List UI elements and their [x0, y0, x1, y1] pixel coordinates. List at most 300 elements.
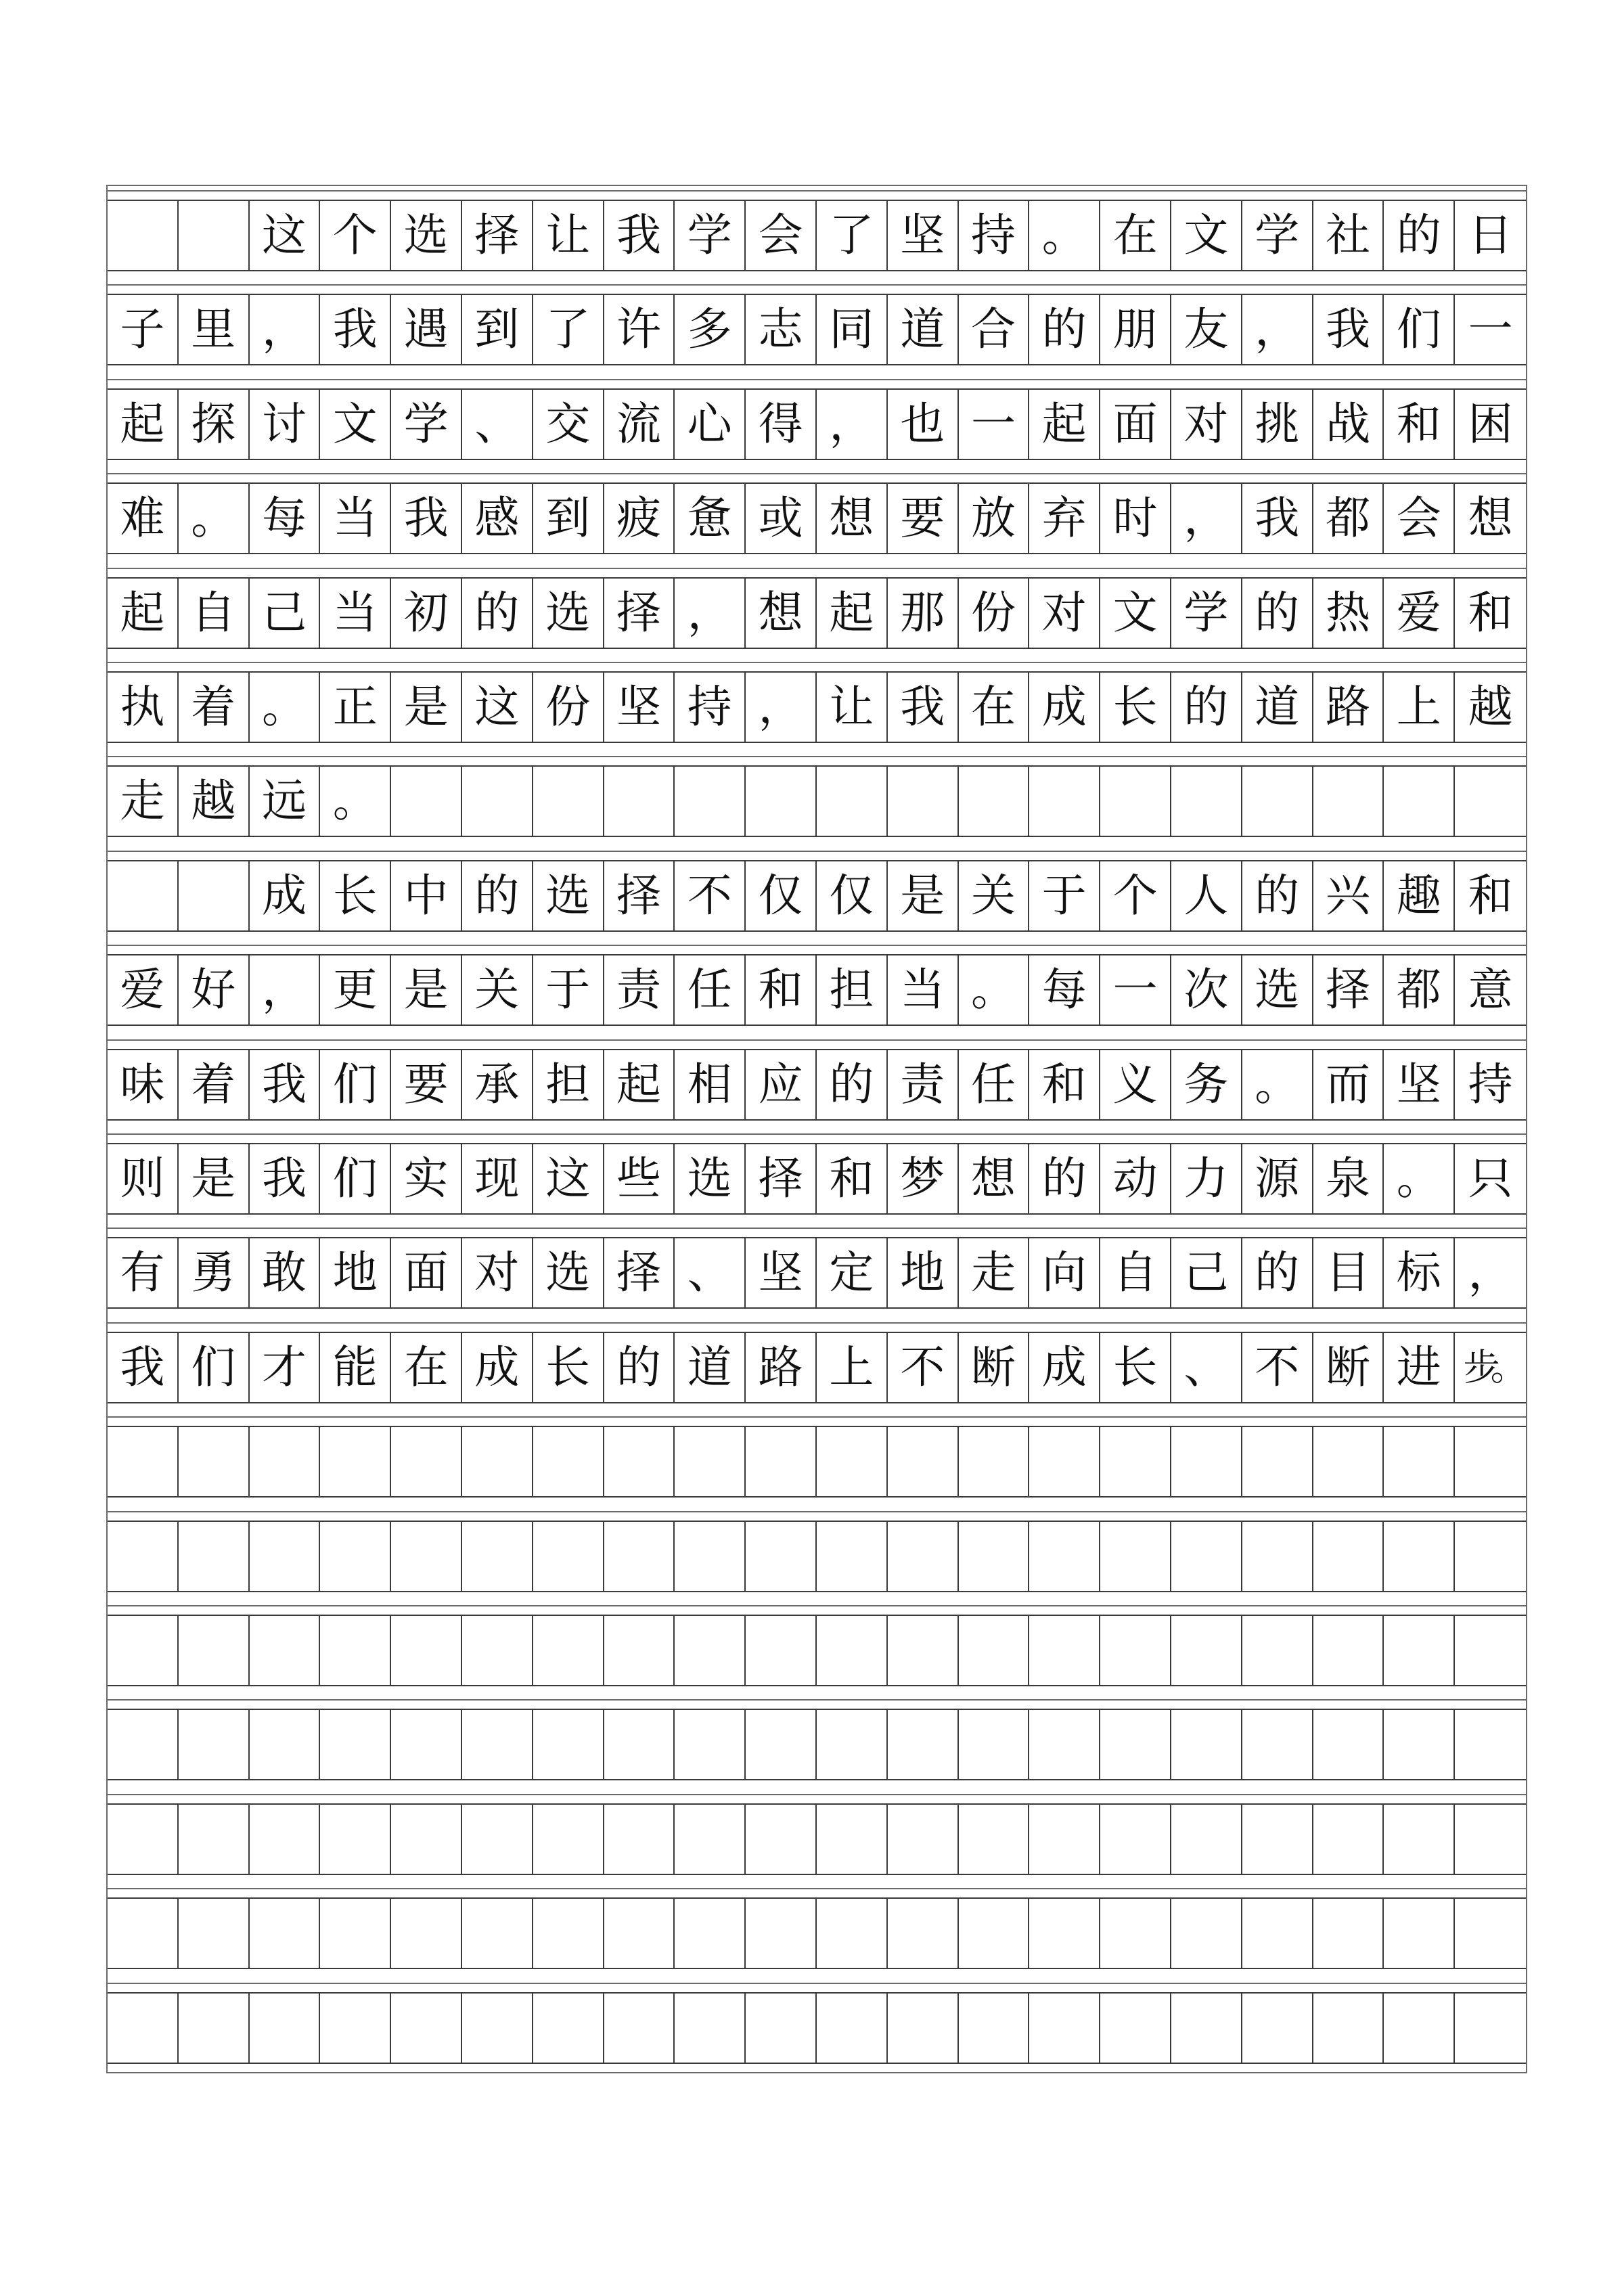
grid-cell: 义: [1100, 1050, 1171, 1119]
grid-cell: [604, 767, 675, 836]
row-separator-line: [108, 851, 1526, 852]
grid-row: [108, 1992, 1526, 2064]
grid-cell: [1384, 767, 1455, 836]
grid-cell: [675, 1899, 746, 1968]
grid-cell: 。: [1029, 201, 1100, 270]
grid-cell: 想: [746, 579, 817, 648]
grid-cell: 任: [675, 955, 746, 1025]
grid-cell: 断: [1313, 1333, 1384, 1402]
grid-cell: 长: [1100, 1333, 1171, 1402]
grid-cell: [250, 1994, 321, 2063]
grid-cell: 要: [391, 1050, 462, 1119]
grid-cell: 标: [1384, 1238, 1455, 1307]
grid-cell: 仅: [817, 861, 888, 930]
grid-cell: ，: [675, 579, 746, 648]
grid-cell: 文: [320, 390, 391, 459]
grid-row: [108, 388, 1526, 460]
grid-cell: 。: [1384, 1144, 1455, 1213]
grid-cell: 放: [959, 484, 1030, 553]
grid-cell: [888, 767, 959, 836]
grid-cell: [1242, 1710, 1313, 1779]
grid-cell: [1171, 1522, 1242, 1591]
grid-cell: 是: [179, 1144, 250, 1213]
grid-cell: 断: [959, 1333, 1030, 1402]
grid-cell: 都: [1384, 955, 1455, 1025]
grid-cell: 的: [1384, 201, 1455, 270]
grid-cell: 困: [1468, 397, 1513, 450]
grid-cell: 地: [888, 1238, 959, 1307]
grid-row: [108, 200, 1526, 271]
row-separator-line: [108, 1416, 1526, 1418]
grid-cell: 走: [959, 1238, 1030, 1307]
grid-cell: [817, 767, 888, 836]
grid-cell: 越: [179, 767, 250, 836]
grid-cell: 讨: [250, 390, 321, 459]
grid-cell: 长: [320, 861, 391, 930]
grid-cell: [179, 1616, 250, 1685]
row-separator-line: [108, 1511, 1526, 1512]
grid-cell: [746, 1994, 817, 2063]
grid-row: [108, 671, 1526, 743]
grid-cell: 面: [391, 1238, 462, 1307]
grid-cell: [533, 767, 604, 836]
grid-cell: [250, 1899, 321, 1968]
grid-cell: [1171, 1994, 1242, 2063]
grid-cell: 的: [1171, 673, 1242, 742]
grid-cell: 让: [533, 201, 604, 270]
grid-cell: [1384, 1899, 1455, 1968]
grid-cell: 当: [320, 484, 391, 553]
grid-cell: 动: [1100, 1144, 1171, 1213]
grid-cell: 日: [1468, 209, 1513, 261]
grid-cell: [1029, 1994, 1100, 2063]
grid-row: [108, 954, 1526, 1026]
row-separator-line: [108, 1133, 1526, 1135]
grid-cell: [746, 1710, 817, 1779]
grid-cell: 学: [675, 201, 746, 270]
grid-cell: 、: [462, 390, 533, 459]
grid-cell: ，: [1468, 1246, 1513, 1299]
grid-cell: [1242, 1616, 1313, 1685]
grid-cell: 成: [462, 1333, 533, 1402]
grid-cell: 于: [1029, 861, 1100, 930]
grid-row: [108, 1709, 1526, 1780]
grid-cell: [888, 1994, 959, 2063]
grid-row: [108, 1049, 1526, 1121]
grid-cell: 持: [959, 201, 1030, 270]
grid-cell: 坚: [888, 201, 959, 270]
grid-cell: 的: [462, 861, 533, 930]
grid-cell: [1313, 1994, 1384, 2063]
grid-cell: 一: [959, 390, 1030, 459]
grid-cell: [746, 767, 817, 836]
grid-row: [108, 1897, 1526, 1969]
grid-cell: [1455, 1805, 1526, 1874]
grid-cell: [179, 1805, 250, 1874]
grid-cell: [108, 1710, 179, 1779]
grid-cell: 们: [179, 1333, 250, 1402]
grid-row: [108, 1143, 1526, 1215]
grid-cell: 些: [604, 1144, 675, 1213]
grid-cell: 和: [1029, 1050, 1100, 1119]
grid-cell: 想: [1468, 492, 1513, 545]
grid-cell: 关: [462, 955, 533, 1025]
grid-cell: [959, 767, 1030, 836]
grid-cell: [1384, 1616, 1455, 1685]
grid-cell: 成: [1029, 673, 1100, 742]
grid-cell: [959, 1522, 1030, 1591]
grid-cell: 担: [817, 955, 888, 1025]
grid-cell: 热: [1313, 579, 1384, 648]
grid-cell: [533, 1522, 604, 1591]
grid-cell: [1029, 1522, 1100, 1591]
grid-cell: 路: [1313, 673, 1384, 742]
grid-cell: [675, 1805, 746, 1874]
grid-cell: 应: [746, 1050, 817, 1119]
grid-cell: 择: [604, 861, 675, 930]
grid-cell: [108, 1899, 179, 1968]
grid-cell: 务: [1171, 1050, 1242, 1119]
grid-cell: 择: [604, 1238, 675, 1307]
grid-cell: [817, 1899, 888, 1968]
grid-cell: 自: [179, 579, 250, 648]
grid-cell: 自: [1100, 1238, 1171, 1307]
grid-cell: 里: [179, 295, 250, 364]
grid-cell: [179, 1710, 250, 1779]
grid-cell: 更: [320, 955, 391, 1025]
grid-cell: [179, 1994, 250, 2063]
grid-cell: 我: [108, 1333, 179, 1402]
grid-cell: 远: [250, 767, 321, 836]
grid-cell: [1242, 1994, 1313, 2063]
row-separator-line: [108, 568, 1526, 569]
grid-cell: 子: [108, 295, 179, 364]
grid-cell: [888, 1616, 959, 1685]
grid-cell: [462, 1616, 533, 1685]
grid-cell: 责: [604, 955, 675, 1025]
grid-row: [108, 1615, 1526, 1686]
grid-cell: [1313, 1899, 1384, 1968]
grid-cell: 、: [675, 1238, 746, 1307]
grid-cell: 实: [391, 1144, 462, 1213]
grid-cell: 的: [1242, 579, 1313, 648]
grid-cell: 惫: [675, 484, 746, 553]
grid-cell: [1242, 1522, 1313, 1591]
grid-cell: [604, 1899, 675, 1968]
grid-cell: 当: [320, 579, 391, 648]
grid-cell: 、: [1171, 1333, 1242, 1402]
row-separator-line: [108, 1228, 1526, 1229]
grid-cell: 了: [533, 295, 604, 364]
grid-cell: 的: [1029, 295, 1100, 364]
grid-cell: 遇: [391, 295, 462, 364]
grid-cell: [1455, 1994, 1526, 2063]
grid-cell: 道: [888, 295, 959, 364]
grid-cell: 择: [462, 201, 533, 270]
grid-cell: 交: [533, 390, 604, 459]
grid-cell: 持: [675, 673, 746, 742]
grid-cell: 于: [533, 955, 604, 1025]
grid-cell: [675, 1427, 746, 1496]
grid-cell: [320, 1427, 391, 1496]
row-separator-line: [108, 1699, 1526, 1701]
grid-cell: 在: [1100, 201, 1171, 270]
grid-cell: [817, 1427, 888, 1496]
grid-cell: 执: [108, 673, 179, 742]
grid-cell: [1100, 1805, 1171, 1874]
grid-cell: [746, 1616, 817, 1685]
grid-cell: 要: [888, 484, 959, 553]
grid-cell: [462, 767, 533, 836]
grid-cell: [959, 1710, 1030, 1779]
grid-cell: 面: [1100, 390, 1171, 459]
grid-cell: [959, 1899, 1030, 1968]
grid-cell: 起: [108, 579, 179, 648]
grid-cell: [1313, 767, 1384, 836]
grid-cell: [320, 1994, 391, 2063]
grid-cell: 爱: [1384, 579, 1455, 648]
grid-cell: [1313, 1427, 1384, 1496]
grid-cell: [1242, 767, 1313, 836]
grid-cell: 朋: [1100, 295, 1171, 364]
grid-cell: 目: [1313, 1238, 1384, 1307]
grid-cell: 个: [1100, 861, 1171, 930]
grid-cell: [1455, 767, 1526, 836]
grid-cell: 那: [888, 579, 959, 648]
grid-cell: [391, 1899, 462, 1968]
grid-cell: [108, 1427, 179, 1496]
grid-cell: 心: [675, 390, 746, 459]
grid-cell: 着: [179, 1050, 250, 1119]
grid-cell: 会: [1384, 484, 1455, 553]
grid-cell: 对: [1171, 390, 1242, 459]
grid-cell: 不: [1242, 1333, 1313, 1402]
grid-cell: [1455, 1427, 1526, 1496]
grid-cell: [604, 1805, 675, 1874]
grid-cell: [1171, 1899, 1242, 1968]
grid-cell: 定: [817, 1238, 888, 1307]
grid-cell: [675, 767, 746, 836]
grid-cell: [250, 1805, 321, 1874]
grid-cell: [250, 1710, 321, 1779]
grid-cell: 地: [320, 1238, 391, 1307]
grid-cell: [391, 1616, 462, 1685]
grid-cell: ，: [1242, 295, 1313, 364]
grid-cell: ，: [1171, 484, 1242, 553]
grid-cell: 是: [888, 861, 959, 930]
grid-cell: [391, 767, 462, 836]
row-separator-line: [108, 1888, 1526, 1889]
grid-cell: 相: [675, 1050, 746, 1119]
grid-cell: 许: [604, 295, 675, 364]
grid-cell: 和: [1468, 586, 1513, 639]
grid-cell: 难: [108, 484, 179, 553]
grid-cell: [1384, 1522, 1455, 1591]
grid-cell: 意: [1468, 964, 1513, 1016]
grid-cell: [108, 201, 179, 270]
grid-cell: [746, 1522, 817, 1591]
grid-cell: 感: [462, 484, 533, 553]
row-separator-line: [108, 379, 1526, 380]
grid-cell: 我: [320, 295, 391, 364]
grid-cell: [320, 1805, 391, 1874]
grid-cell: 长: [533, 1333, 604, 1402]
grid-cell: [320, 1522, 391, 1591]
grid-cell: 起: [1029, 390, 1100, 459]
grid-cell: [108, 1616, 179, 1685]
grid-cell: [746, 1805, 817, 1874]
grid-cell: 成: [250, 861, 321, 930]
row-separator-line: [108, 1039, 1526, 1041]
grid-cell: 则: [108, 1144, 179, 1213]
grid-row: [108, 1426, 1526, 1498]
grid-cell: [888, 1710, 959, 1779]
grid-cell: [746, 1427, 817, 1496]
grid-cell: 想: [817, 484, 888, 553]
grid-cell: 步。: [1463, 1345, 1518, 1389]
grid-cell: [320, 1616, 391, 1685]
row-separator-line: [108, 1322, 1526, 1324]
grid-cell: 是: [391, 955, 462, 1025]
row-separator-line: [108, 1605, 1526, 1606]
grid-cell: [179, 861, 250, 930]
grid-cell: [533, 1994, 604, 2063]
grid-cell: 起: [604, 1050, 675, 1119]
grid-cell: 都: [1313, 484, 1384, 553]
grid-cell: 当: [888, 955, 959, 1025]
grid-cell: 道: [675, 1333, 746, 1402]
grid-cell: [391, 1710, 462, 1779]
grid-cell: [391, 1522, 462, 1591]
grid-cell: [604, 1616, 675, 1685]
grid-cell: 和: [1384, 390, 1455, 459]
grid-cell: 弃: [1029, 484, 1100, 553]
grid-cell: 学: [391, 390, 462, 459]
grid-cell: 承: [462, 1050, 533, 1119]
grid-cell: [817, 1994, 888, 2063]
grid-cell: [1384, 1427, 1455, 1496]
grid-cell: [959, 1427, 1030, 1496]
row-separator-line: [108, 662, 1526, 663]
grid-cell: 越: [1468, 681, 1513, 733]
grid-cell: [1455, 1522, 1526, 1591]
grid-cell: 我: [1242, 484, 1313, 553]
grid-cell: 起: [108, 390, 179, 459]
grid-cell: 。: [320, 767, 391, 836]
grid-cell: 我: [250, 1050, 321, 1119]
grid-cell: 在: [959, 673, 1030, 742]
grid-cell: [675, 1994, 746, 2063]
grid-cell: 持: [1468, 1058, 1513, 1110]
grid-cell: [391, 1427, 462, 1496]
grid-cell: 到: [533, 484, 604, 553]
grid-cell: 。: [1242, 1050, 1313, 1119]
grid-cell: [604, 1710, 675, 1779]
grid-cell: [462, 1805, 533, 1874]
grid-cell: [1242, 1899, 1313, 1968]
grid-cell: 现: [462, 1144, 533, 1213]
grid-cell: 社: [1313, 201, 1384, 270]
grid-cell: 这: [462, 673, 533, 742]
grid-cell: [533, 1427, 604, 1496]
grid-cell: [675, 1616, 746, 1685]
grid-cell: [1029, 1710, 1100, 1779]
grid-cell: [1455, 1710, 1526, 1779]
grid-cell: 己: [250, 579, 321, 648]
grid-cell: [1029, 1427, 1100, 1496]
grid-cell: ，: [817, 390, 888, 459]
grid-cell: 敢: [250, 1238, 321, 1307]
grid-cell: [888, 1899, 959, 1968]
grid-cell: 到: [462, 295, 533, 364]
grid-cell: 好: [179, 955, 250, 1025]
grid-cell: [533, 1616, 604, 1685]
grid-cell: 的: [1242, 861, 1313, 930]
grid-cell: [320, 1710, 391, 1779]
grid-row: [108, 482, 1526, 554]
grid-cell: 份: [533, 673, 604, 742]
row-separator-line: [108, 190, 1526, 192]
grid-cell: [1029, 767, 1100, 836]
grid-cell: [462, 1427, 533, 1496]
grid-cell: 志: [746, 295, 817, 364]
grid-cell: 我: [250, 1144, 321, 1213]
grid-cell: [391, 1805, 462, 1874]
grid-cell: [1384, 1710, 1455, 1779]
grid-cell: 长: [1100, 673, 1171, 742]
grid-cell: [1313, 1616, 1384, 1685]
grid-cell: 择: [746, 1144, 817, 1213]
grid-row: [108, 765, 1526, 837]
grid-cell: [888, 1522, 959, 1591]
grid-cell: [1313, 1710, 1384, 1779]
grid-cell: [1242, 1427, 1313, 1496]
grid-cell: 路: [746, 1333, 817, 1402]
grid-cell: [1313, 1805, 1384, 1874]
grid-cell: [888, 1805, 959, 1874]
grid-cell: 成: [1029, 1333, 1100, 1402]
grid-cell: 份: [959, 579, 1030, 648]
grid-cell: [1384, 1994, 1455, 2063]
grid-cell: [108, 861, 179, 930]
grid-cell: [1100, 767, 1171, 836]
grid-cell: 的: [604, 1333, 675, 1402]
grid-cell: [1100, 1616, 1171, 1685]
grid-cell: 学: [1171, 579, 1242, 648]
grid-cell: 正: [320, 673, 391, 742]
row-separator-line: [108, 473, 1526, 474]
grid-cell: 个: [320, 201, 391, 270]
grid-cell: 才: [250, 1333, 321, 1402]
grid-cell: 们: [320, 1144, 391, 1213]
grid-cell: 选: [675, 1144, 746, 1213]
grid-cell: 力: [1171, 1144, 1242, 1213]
grid-cell: 了: [817, 201, 888, 270]
grid-cell: [959, 1616, 1030, 1685]
grid-cell: [179, 1899, 250, 1968]
grid-cell: 起: [817, 579, 888, 648]
grid-cell: 的: [1242, 1238, 1313, 1307]
grid-cell: [1100, 1710, 1171, 1779]
grid-cell: 择: [604, 579, 675, 648]
grid-cell: 。: [179, 484, 250, 553]
grid-cell: [462, 1710, 533, 1779]
grid-cell: 趣: [1384, 861, 1455, 930]
grid-cell: 选: [1242, 955, 1313, 1025]
grid-cell: 不: [675, 861, 746, 930]
grid-row: [108, 860, 1526, 932]
grid-cell: 在: [391, 1333, 462, 1402]
